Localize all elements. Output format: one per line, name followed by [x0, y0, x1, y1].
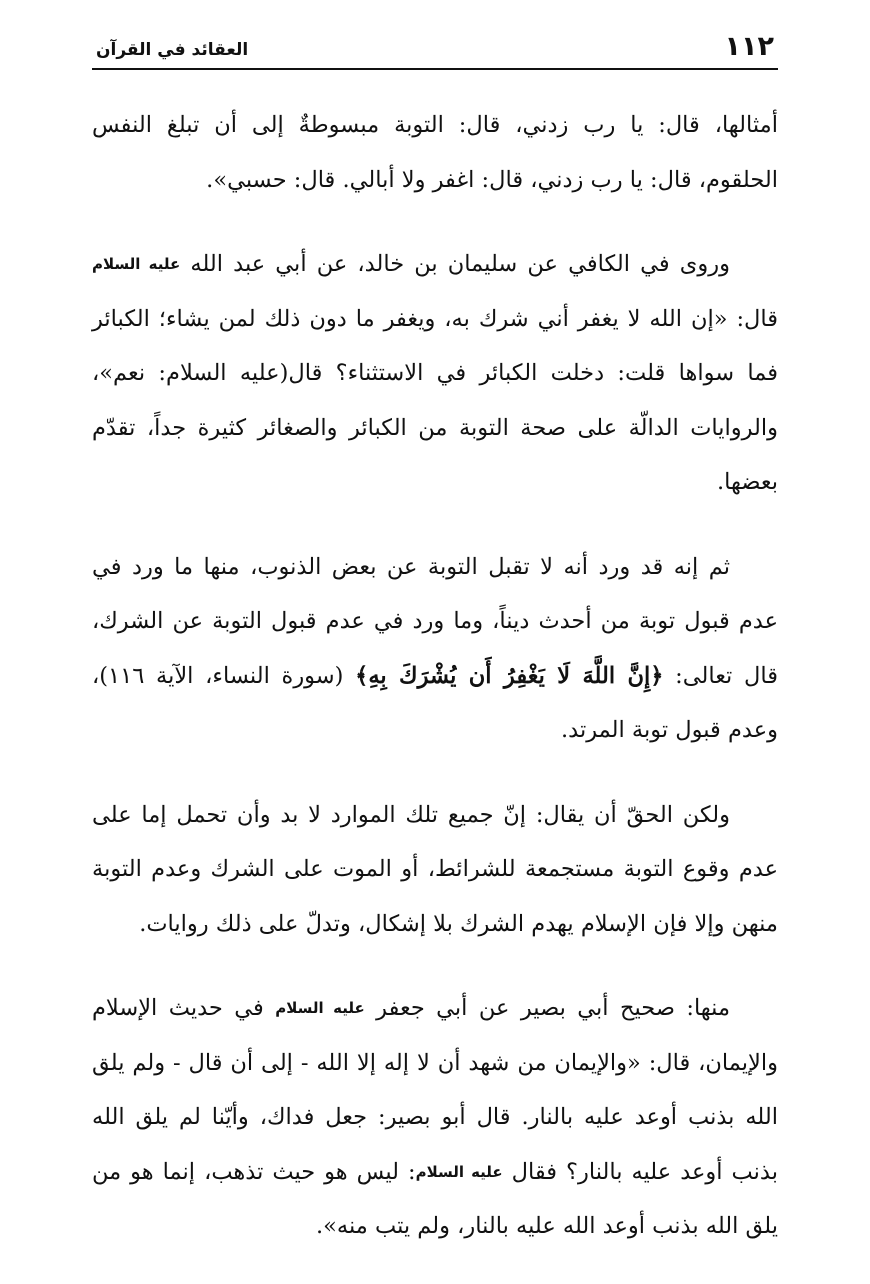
paragraph-2-text-end: قال: «إن الله لا يغفر أني شرك به، ويغفر ما دون ذلك لمن يشاء؛ الكبائر فما سواها قلت: دخلت الكبائر في الاستثناء؟ قال(عليه السلام: نعم»، والروايات الدالّة على صحة التوبة من الكبائر والصغائر كثيرة جداً، تقدّم بعضها.: [92, 305, 778, 495]
paragraph-1: [92, 98, 778, 207]
paragraph-3: [92, 540, 778, 758]
honorific-symbol: عليه السلام: [275, 999, 365, 1017]
paragraph-1-text: أمثالها، قال: يا رب زدني، قال: التوبة مبسوطةٌ إلى أن تبلغ النفس الحلقوم، قال: يا رب زدني، قال: اغفر ولا أبالي. قال: حسبي».: [92, 112, 778, 193]
paragraph-2-text-start: وروى في الكافي عن سليمان بن خالد، عن أبي عبد الله: [180, 251, 730, 277]
honorific-symbol: عليه السلام: [92, 255, 181, 273]
paragraph-5-text-middle: في حديث الإسلام والإيمان، قال: «والإيمان من شهد أن لا إله إلا الله - إلى أن قال - ولم يلق الله بذنب أوعد عليه بالنار. قال أبو بصير: جعل فداك، وأيّنا لم يلق الله بذنب أوعد عليه بالنار؟ فقال: [92, 995, 778, 1185]
honorific-symbol: عليه السلام: [415, 1162, 503, 1181]
paragraph-5-text-end: : ليس هو حيث تذهب، إنما هو من يلق الله بذنب أوعد الله عليه بالنار، ولم يتب منه».: [92, 1158, 778, 1239]
paragraph-5-text-start: منها: صحيح أبي بصير عن أبي جعفر: [364, 995, 731, 1021]
running-title: العقائد في القرآن: [96, 40, 249, 60]
paragraph-3-text-end: (سورة النساء، الآية ١١٦)، وعدم قبول توبة المرتد.: [92, 662, 778, 743]
page-header: [92, 30, 778, 70]
paragraph-4-text: ولكن الحقّ أن يقال: إنّ جميع تلك الموارد لا بد وأن تحمل إما على عدم وقوع التوبة مستجمعة للشرائط، أو الموت على الشرك وعدم التوبة منهن وإلا فإن الإسلام يهدم الشرك بلا إشكال، وتدلّ على ذلك روايات.: [92, 801, 778, 937]
paragraph-2: [92, 237, 778, 510]
paragraph-5: [92, 981, 778, 1254]
paragraph-3-text-start: ثم إنه قد ورد أنه لا تقبل التوبة عن بعض الذنوب، منها ما ورد في عدم قبول توبة من أحدث ديناً، وما ورد في عدم قبول التوبة عن الشرك، قال تعالى:: [92, 553, 778, 689]
quran-verse: ﴿إِنَّ اللَّهَ لَا يَغْفِرُ أَن يُشْرَكَ بِهِ﴾: [355, 662, 664, 689]
paragraph-4: [92, 788, 778, 952]
page-number: ١١٢: [724, 31, 774, 62]
body-text: [92, 98, 778, 1284]
